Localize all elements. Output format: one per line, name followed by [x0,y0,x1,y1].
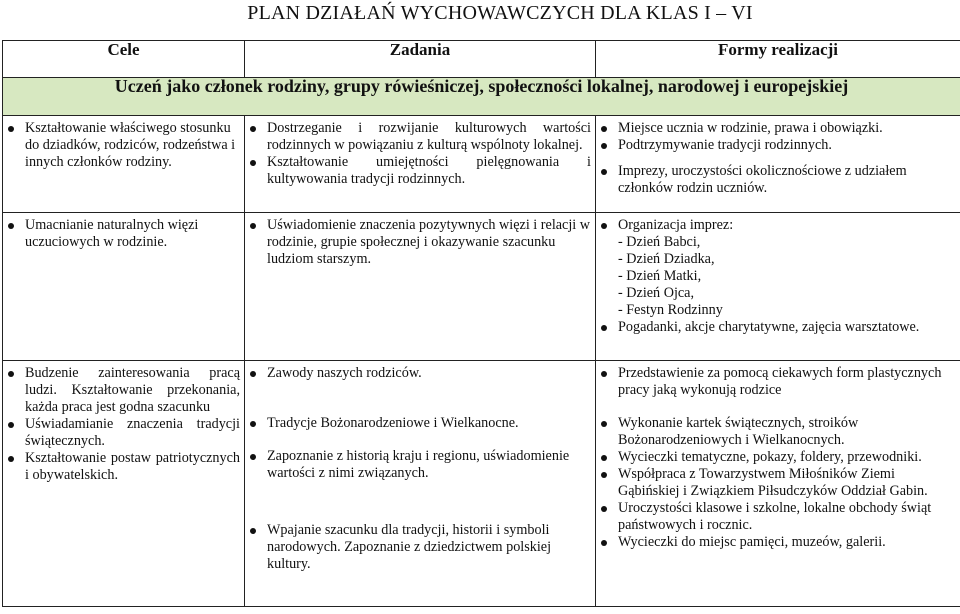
list-item: Wycieczki do miejsc pamięci, muzeów, galerii. [596,534,956,551]
page-title: PLAN DZIAŁAŃ WYCHOWAWCZYCH DLA KLAS I – VI [247,2,753,24]
list-item: Budzenie zainteresowania pracą ludzi. Kształtowanie przekonania, każda praca jest godna szacunku [3,365,240,416]
header-zadania: Zadania [245,41,596,78]
table-row [3,213,960,361]
header-row [3,41,960,78]
list-item: Zawody naszych rodziców. [245,365,591,382]
header-formy: Formy realizacji [596,41,960,78]
list-item: Uświadomienie znaczenia pozytywnych więzi i relacji w rodzinie, grupie społecznej i okazywanie szacunku ludziom starszym. [245,217,591,268]
list-item: Kształtowanie postaw patriotycznych i obywatelskich. [3,450,240,484]
list-item: - Dzień Dziadka, [618,251,715,267]
header-cele: Cele [3,41,245,78]
list-item: Dostrzeganie i rozwijanie kulturowych wartości rodzinnych w powiązaniu z kulturą wspólnoty lokalnej. [245,120,591,154]
list-item: Zapoznanie z historią kraju i regionu, uświadomienie wartości z nimi związanych. [245,448,591,482]
cell-cele [3,213,245,361]
list-item: Umacnianie naturalnych więzi uczuciowych w rodzinie. [3,217,240,251]
list-item: Kształtowanie umiejętności pielęgnowania i kultywowania tradycji rodzinnych. [245,154,591,188]
list-item: - Dzień Babci, [618,234,701,250]
cell-zadania [245,116,596,213]
cell-formy [596,116,960,213]
table-row [3,116,960,213]
list-item: - Dzień Matki, [618,268,702,284]
list-item: Organizacja imprez: [596,217,956,234]
list-item: - Festyn Rodzinny [618,302,723,318]
plan-table [2,40,960,607]
cell-formy [596,213,960,361]
list-item: Wycieczki tematyczne, pokazy, foldery, przewodniki. [596,449,956,466]
section-heading: Uczeń jako członek rodziny, grupy rówieśniczej, społeczności lokalnej, narodowej i europejskiej [3,78,960,116]
list-item: Tradycje Bożonarodzeniowe i Wielkanocne. [245,415,591,432]
list-item: Uświadamianie znaczenia tradycji świątecznych. [3,416,240,450]
list-item: Podtrzymywanie tradycji rodzinnych. [596,137,956,154]
list-item: Przedstawienie za pomocą ciekawych form plastycznych pracy jaką wykonują rodzice [596,365,956,399]
list-item: Współpraca z Towarzystwem Miłośników Ziemi Gąbińskiej i Związkiem Piłsudczyków Oddział Gabin. [596,466,956,500]
list-item: Miejsce ucznia w rodzinie, prawa i obowiązki. [596,120,956,137]
cell-zadania [245,361,596,607]
list-item: Wpajanie szacunku dla tradycji, historii i symboli narodowych. Zapoznanie z dziedzictwem polskiej kultury. [245,522,591,573]
list-item: Kształtowanie właściwego stosunku do dziadków, rodziców, rodzeństwa i innych członków rodziny. [3,120,240,171]
list-item: Imprezy, uroczystości okolicznościowe z udziałem członków rodzin uczniów. [596,163,956,197]
cell-formy [596,361,960,607]
cell-zadania [245,213,596,361]
cell-cele [3,361,245,607]
list-item: Pogadanki, akcje charytatywne, zajęcia warsztatowe. [596,319,956,336]
list-item: Wykonanie kartek świątecznych, stroików Bożonarodzeniowych i Wielkanocnych. [596,415,956,449]
cell-cele [3,116,245,213]
list-item: - Dzień Ojca, [618,285,695,301]
table-row [3,361,960,607]
section-band [3,78,960,116]
list-item: Uroczystości klasowe i szkolne, lokalne obchody świąt państwowych i rocznic. [596,500,956,534]
